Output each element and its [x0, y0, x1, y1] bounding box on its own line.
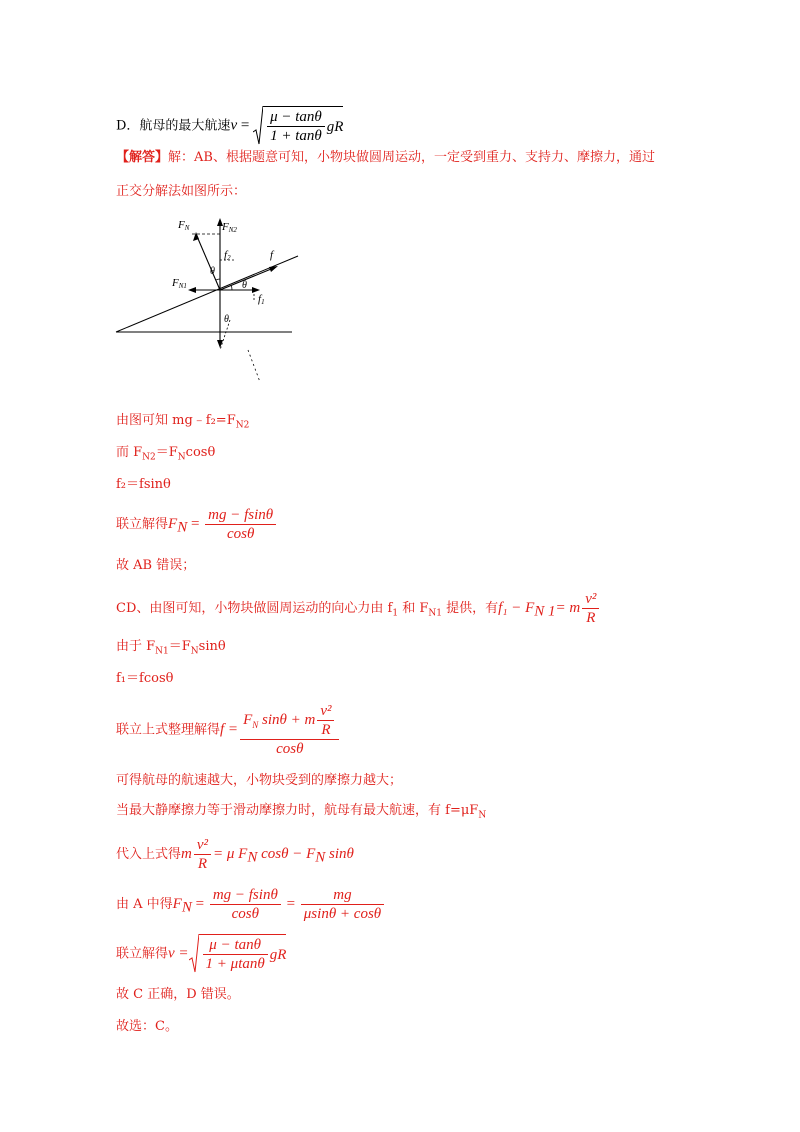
solution-text: 解：AB、根据题意可知，小物块做圆周运动，一定受到重力、支持力、摩擦力，通过 [168, 150, 655, 165]
label-f1: f1 [258, 293, 265, 306]
eq-line-10: f₁＝fcosθ [116, 671, 174, 686]
eq-line-5: f₂＝fsinθ [116, 477, 171, 492]
fraction-numerator: μ − tanθ [267, 108, 325, 127]
solution-intro [116, 149, 655, 167]
label-theta-1: θ [210, 266, 215, 277]
fraction-denominator: 1 + tanθ [270, 128, 322, 144]
var-v: v [230, 117, 238, 134]
option-d-text: D．航母的最大航速 [116, 118, 231, 134]
eq-line-4: 而 $F_{N2}=F_N\cos\theta$ [116, 445, 216, 463]
eq-line-13: 当最大静摩擦力等于滑动摩擦力时，航母有最大航速，有 $f=\mu F_N$ [116, 803, 487, 821]
eq-line-14: 代入上式得m $\frac{\text{v²}}{R}$ = μ $F_N$ $\cos\theta - F_N$ sinθ [116, 837, 354, 872]
eq-line-9: 由于 $F_{N1}=F_N\sin\theta$ [116, 639, 226, 657]
force-diagram [112, 210, 308, 386]
eq-line-8: CD、由图可知，小物块做圆周运动的向心力由 $f_1$ 和 $F_{N1}$ 提供，有$f_1 - F_{N 1}= m$ $\frac{\text{v²}}{R}$ [116, 590, 601, 627]
eq-line-18: 故选：C。 [116, 1019, 178, 1034]
label-fn1: FN1 [172, 277, 187, 290]
eq-line-15: 由 A 中得$F_N$ = $\frac{mg - fsin\theta}{\cos\theta}$ = $\frac{mg}{\mu\sin\theta + \cos\theta}$ [116, 886, 386, 923]
eq-line-17: 故 C 正确，D 错误。 [116, 987, 240, 1002]
eq-line-11: 联立上式整理解得f = $F_N$ sinθ + m $\frac{\text{v²}}{R}$ cosθ [116, 702, 341, 758]
label-theta-3: θ [224, 314, 229, 325]
eq-line-7: 故 AB 错误； [116, 558, 196, 573]
label-fn2: FN2 [222, 221, 237, 234]
label-theta-2: θ [242, 280, 247, 291]
eq-line-3: 由图可知 $mg﹣f_2=F_{N2}$ [116, 413, 250, 431]
option-d-line: D．航母的最大航速v = $\frac{\mu - \tan\theta}{1 + \tan\theta}$ gR [116, 106, 343, 146]
label-f: f [270, 249, 274, 261]
solution-line-2: 正交分解法如图所示： [116, 184, 247, 199]
eq-line-16: 联立解得v = $\frac{\mu - \tan\theta}{1 + \mu\tan\theta}$ gR [116, 934, 286, 974]
solution-tag: 【解答】 [116, 150, 169, 165]
eq-line-6: 联立解得$F_N$ = $\frac{mg - fsin\theta}{\cos\theta}$ [116, 506, 278, 543]
sqrt-expression [253, 106, 343, 146]
label-f2: f2 [224, 249, 231, 262]
eq-line-12: 可得航母的航速越大，小物块受到的摩擦力越大； [116, 773, 403, 788]
label-fn: FN [178, 219, 190, 232]
gr-term: gR [326, 118, 344, 135]
